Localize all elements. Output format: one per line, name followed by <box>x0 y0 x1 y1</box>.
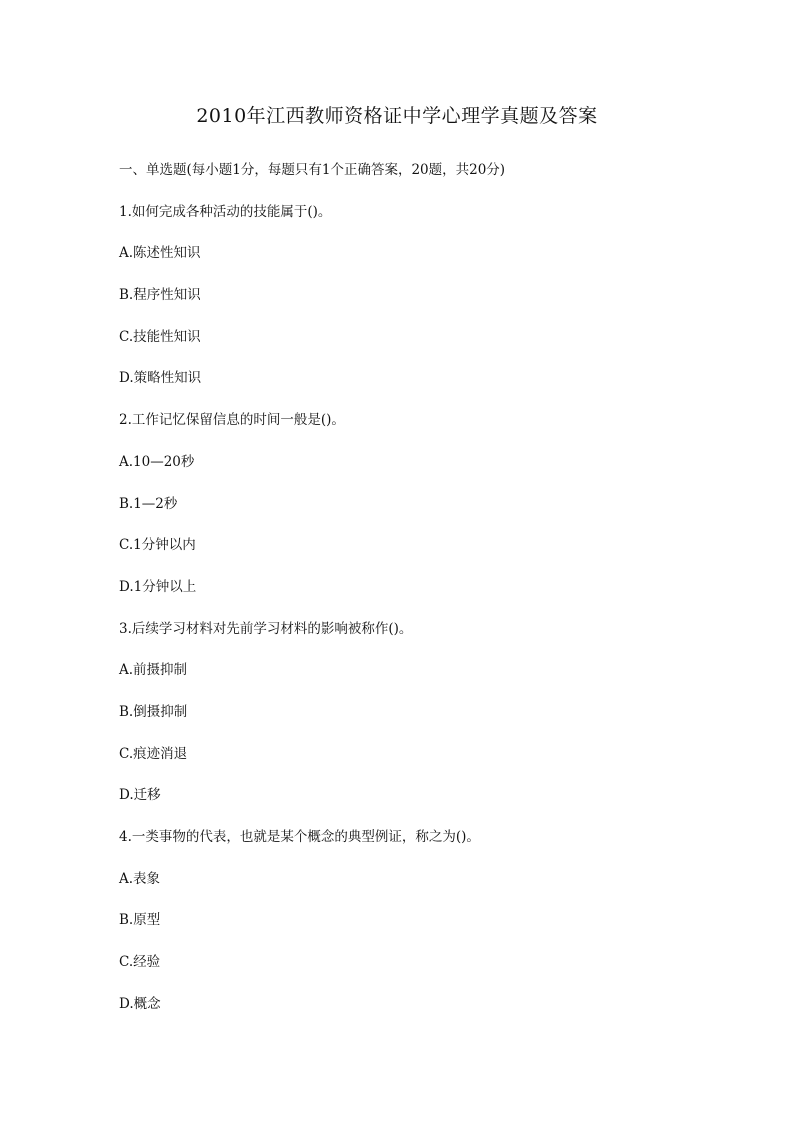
document-title: 2010年江西教师资格证中学心理学真题及答案 <box>196 105 598 127</box>
question-stem: 3.后续学习材料对先前学习材料的影响被称作()。 <box>119 620 413 637</box>
answer-option: A.陈述性知识 <box>119 245 201 262</box>
question-stem: 1.如何完成各种活动的技能属于()。 <box>119 203 332 220</box>
answer-option: A.前摄抑制 <box>119 662 188 679</box>
answer-option: A.表象 <box>119 870 161 887</box>
answer-option: B.程序性知识 <box>119 287 201 304</box>
answer-option: B.倒摄抑制 <box>119 703 188 720</box>
answer-option: C.痕迹消退 <box>119 745 188 762</box>
answer-option: D.1分钟以上 <box>119 578 197 595</box>
answer-option: B.原型 <box>119 912 161 929</box>
answer-option: D.迁移 <box>119 787 161 804</box>
question-stem: 4.一类事物的代表，也就是某个概念的典型例证，称之为()。 <box>119 829 480 845</box>
answer-option: D.策略性知识 <box>119 370 202 387</box>
section-heading: 一、单选题(每小题1分，每题只有1个正确答案，20题，共20分) <box>119 162 506 178</box>
answer-option: C.经验 <box>119 954 161 971</box>
answer-option: A.10—20秒 <box>119 453 195 470</box>
answer-option: C.技能性知识 <box>119 328 201 345</box>
answer-option: D.概念 <box>119 995 161 1012</box>
answer-option: C.1分钟以内 <box>119 537 196 554</box>
question-stem: 2.工作记忆保留信息的时间一般是()。 <box>119 412 345 429</box>
answer-option: B.1—2秒 <box>119 495 178 512</box>
document-body <box>119 160 719 1035</box>
